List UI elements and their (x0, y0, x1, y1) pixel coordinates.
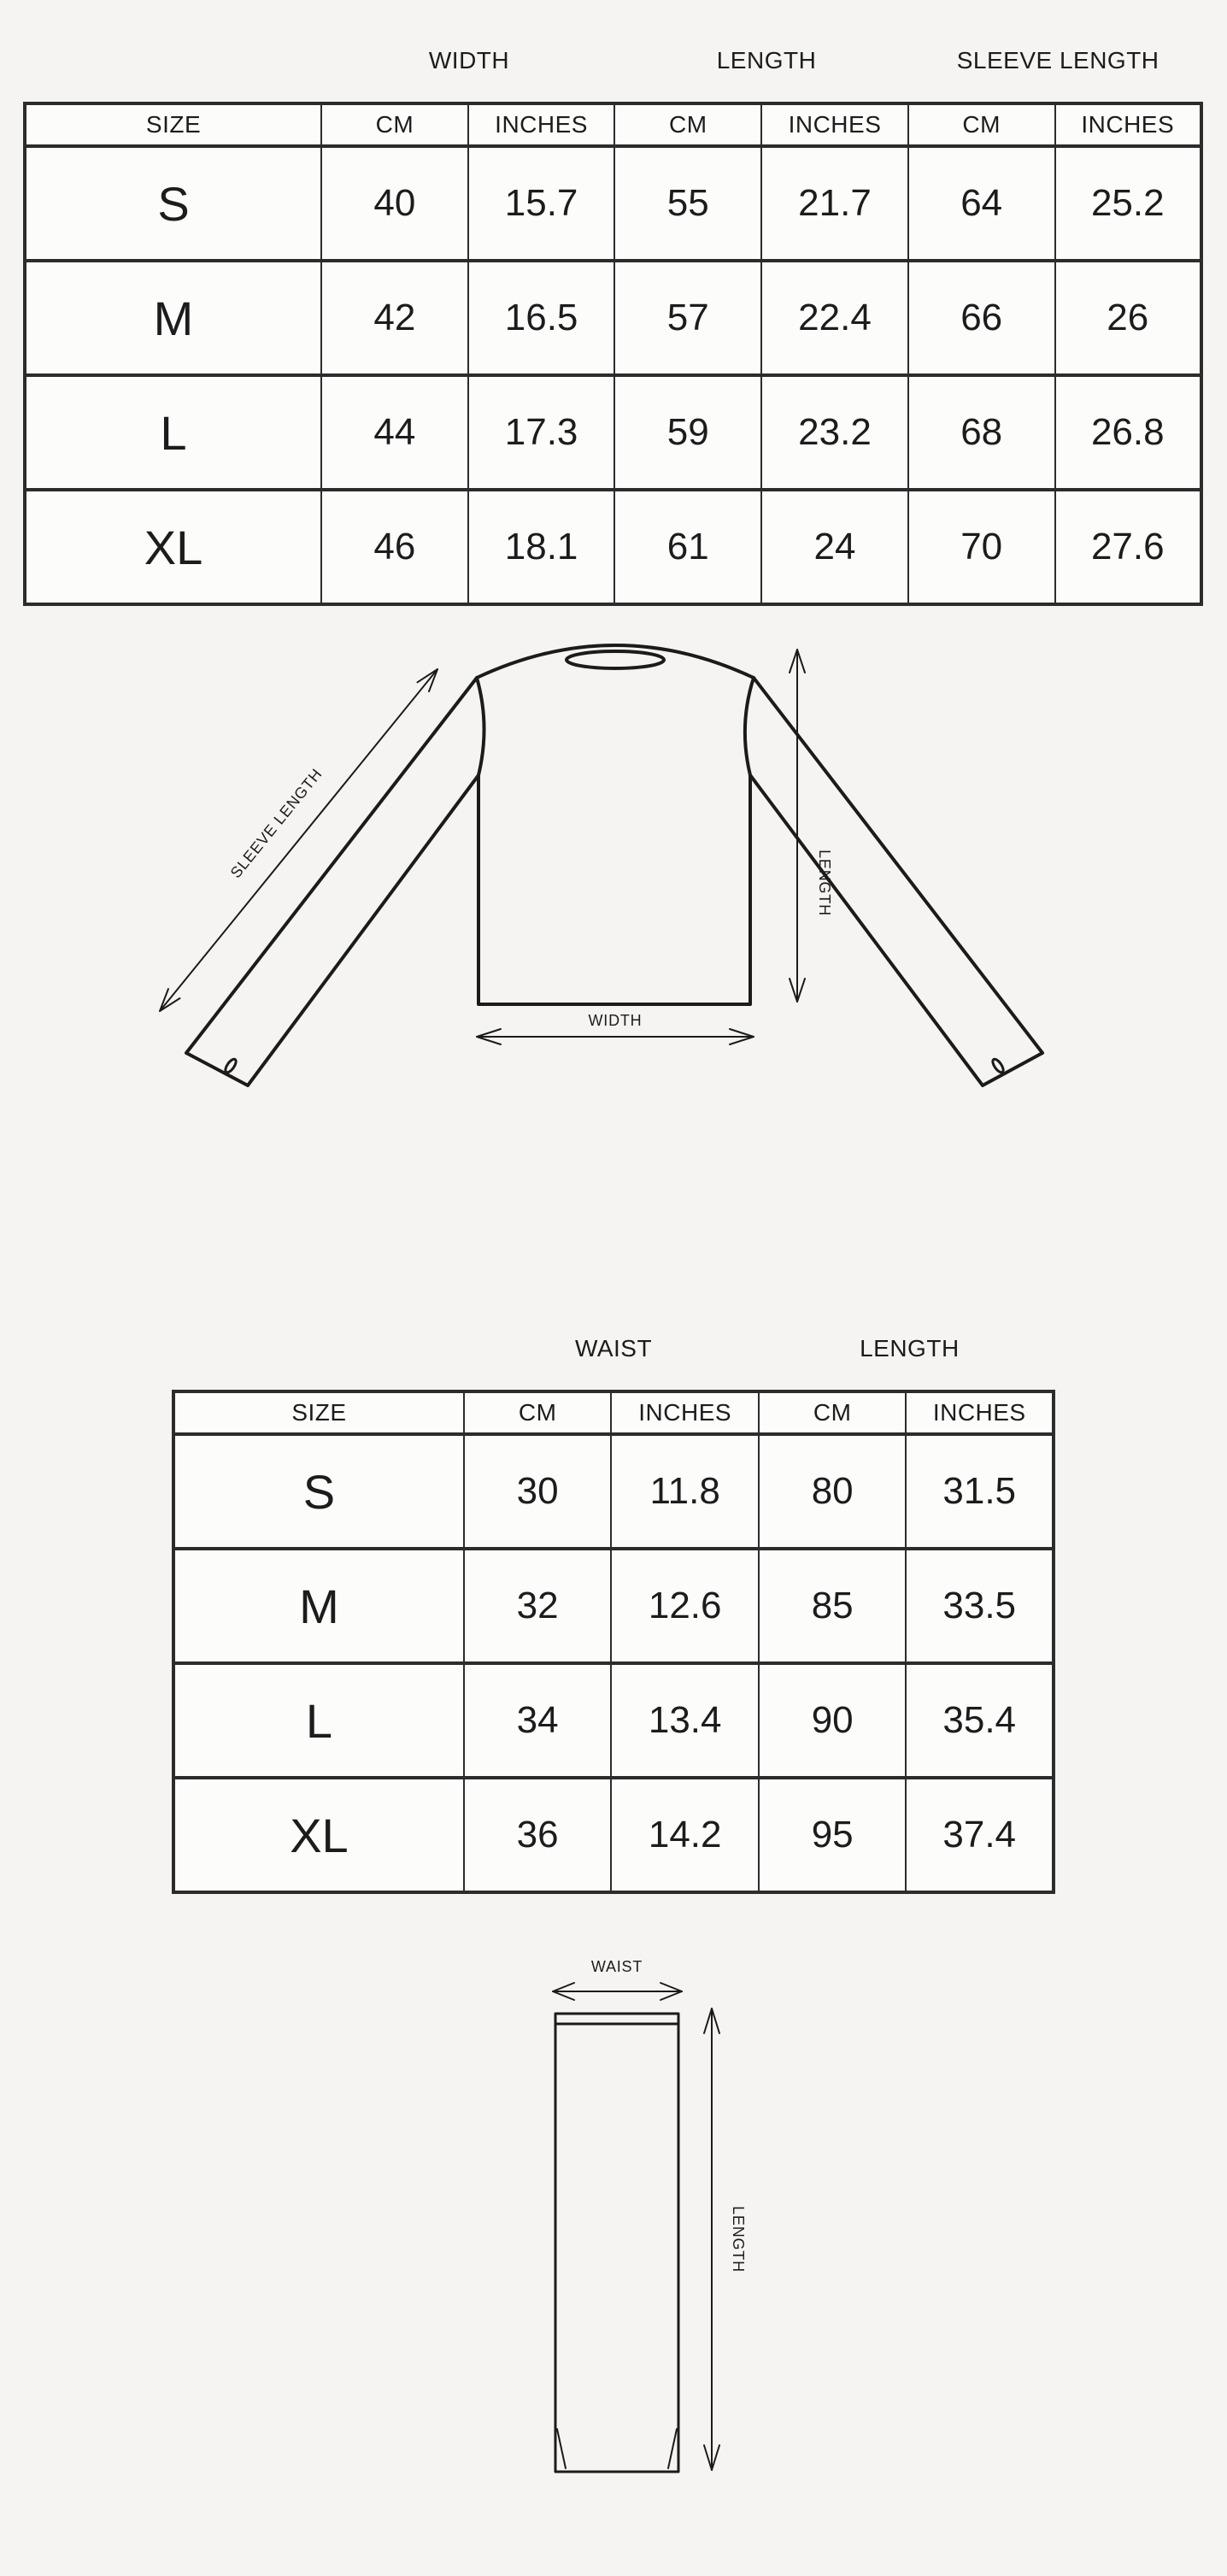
column-header-cm: CM (321, 103, 468, 146)
size-cell: XL (173, 1778, 464, 1892)
width-label: WIDTH (588, 1012, 643, 1029)
pants-size-table (172, 1335, 1055, 1894)
width-arrow (477, 1029, 754, 1044)
left-sleeve (186, 678, 478, 1085)
size-cell: S (25, 146, 321, 261)
value-cell: 34 (464, 1663, 612, 1778)
size-cell: L (173, 1663, 464, 1778)
group-header-length: LENGTH (860, 1335, 960, 1362)
column-header-cm: CM (759, 1391, 907, 1434)
size-cell: M (173, 1549, 464, 1663)
sweater-measurement-diagram (128, 637, 1051, 1090)
table-row-m (25, 261, 1201, 375)
column-header-cm: CM (908, 103, 1055, 146)
value-cell: 31.5 (906, 1434, 1054, 1549)
value-cell: 21.7 (761, 146, 908, 261)
value-cell: 36 (464, 1778, 612, 1892)
length-arrow (704, 2008, 719, 2470)
table-row-l (173, 1663, 1054, 1778)
sweater-size-table (23, 47, 1203, 606)
size-cell: L (25, 375, 321, 490)
value-cell: 90 (759, 1663, 907, 1778)
waist-label: WAIST (590, 1958, 643, 1975)
value-cell: 61 (614, 490, 761, 604)
header-row (25, 103, 1201, 146)
table-row-s (173, 1434, 1054, 1549)
value-cell: 25.2 (1055, 146, 1201, 261)
table-row-s (25, 146, 1201, 261)
column-header-inches: INCHES (906, 1391, 1054, 1434)
value-cell: 66 (908, 261, 1055, 375)
value-cell: 27.6 (1055, 490, 1201, 604)
length-label: LENGTH (816, 850, 833, 916)
value-cell: 33.5 (906, 1549, 1054, 1663)
value-cell: 26.8 (1055, 375, 1201, 490)
pants-outline (555, 2014, 678, 2472)
waist-arrow (553, 1983, 682, 2000)
value-cell: 18.1 (468, 490, 615, 604)
column-header-cm: CM (464, 1391, 612, 1434)
right-cuff-hole (991, 1057, 1006, 1073)
group-header-waist: WAIST (574, 1335, 653, 1362)
left-vent (557, 2429, 566, 2468)
value-cell: 44 (321, 375, 468, 490)
value-cell: 30 (464, 1434, 612, 1549)
size-cell: M (25, 261, 321, 375)
value-cell: 12.6 (611, 1549, 759, 1663)
value-cell: 11.8 (611, 1434, 759, 1549)
pants-size-grid (172, 1390, 1055, 1894)
value-cell: 64 (908, 146, 1055, 261)
value-cell: 23.2 (761, 375, 908, 490)
value-cell: 42 (321, 261, 468, 375)
value-cell: 68 (908, 375, 1055, 490)
sleeve-length-arrow (160, 669, 437, 1011)
table-row-m (173, 1549, 1054, 1663)
value-cell: 24 (761, 490, 908, 604)
length-arrow (790, 650, 805, 1002)
value-cell: 55 (614, 146, 761, 261)
column-header-cm: CM (614, 103, 761, 146)
value-cell: 26 (1055, 261, 1201, 375)
column-header-inches: INCHES (761, 103, 908, 146)
sweater-table-group-headers (23, 47, 1203, 76)
length-label: LENGTH (730, 2206, 747, 2273)
value-cell: 22.4 (761, 261, 908, 375)
group-header-width: WIDTH (428, 47, 510, 74)
pants-measurement-diagram (513, 1949, 837, 2487)
value-cell: 35.4 (906, 1663, 1054, 1778)
value-cell: 14.2 (611, 1778, 759, 1892)
header-row (173, 1391, 1054, 1434)
left-cuff-hole (224, 1057, 238, 1073)
value-cell: 37.4 (906, 1778, 1054, 1892)
right-vent (668, 2429, 677, 2468)
column-header-inches: INCHES (468, 103, 615, 146)
right-sleeve (750, 678, 1042, 1085)
value-cell: 59 (614, 375, 761, 490)
value-cell: 15.7 (468, 146, 615, 261)
value-cell: 16.5 (468, 261, 615, 375)
sweater-size-grid (23, 102, 1203, 606)
value-cell: 80 (759, 1434, 907, 1549)
value-cell: 17.3 (468, 375, 615, 490)
value-cell: 57 (614, 261, 761, 375)
value-cell: 85 (759, 1549, 907, 1663)
value-cell: 46 (321, 490, 468, 604)
group-header-sleeve-length: SLEEVE LENGTH (956, 47, 1159, 74)
collar (567, 651, 664, 668)
sleeve-length-label: SLEEVE LENGTH (226, 765, 326, 882)
table-row-xl (173, 1778, 1054, 1892)
value-cell: 32 (464, 1549, 612, 1663)
size-cell: S (173, 1434, 464, 1549)
value-cell: 70 (908, 490, 1055, 604)
group-header-length: LENGTH (716, 47, 817, 74)
size-cell: XL (25, 490, 321, 604)
column-header-inches: INCHES (611, 1391, 759, 1434)
column-header-inches: INCHES (1055, 103, 1201, 146)
value-cell: 13.4 (611, 1663, 759, 1778)
column-header-size: SIZE (173, 1391, 464, 1434)
table-row-l (25, 375, 1201, 490)
column-header-size: SIZE (25, 103, 321, 146)
value-cell: 95 (759, 1778, 907, 1892)
value-cell: 40 (321, 146, 468, 261)
table-row-xl (25, 490, 1201, 604)
pants-table-group-headers (172, 1335, 1055, 1364)
